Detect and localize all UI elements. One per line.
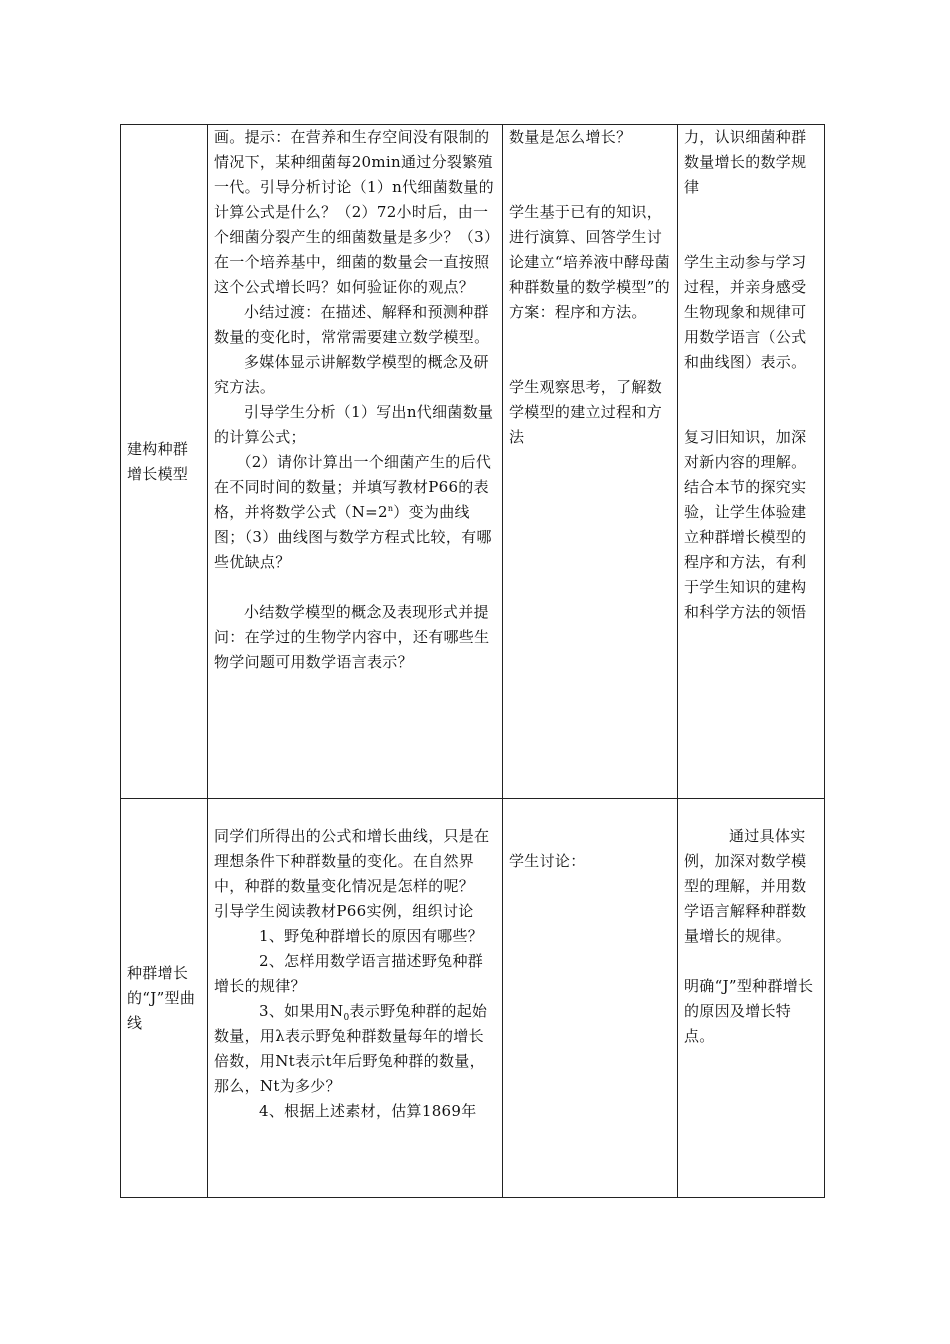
paragraph: 小结过渡：在描述、解释和预测种群数量的变化时，常常需要建立数学模型。 bbox=[214, 303, 490, 346]
student-activity-cell bbox=[503, 799, 678, 1198]
stage-cell bbox=[121, 799, 208, 1198]
superscript: n bbox=[387, 504, 394, 513]
paragraph: 小结数学模型的概念及表现形式并提问：在学过的生物学内容中，还有哪些生物学问题可用数学语言表示？ bbox=[214, 603, 490, 671]
spacer bbox=[509, 325, 671, 375]
teacher-activity-cell bbox=[208, 799, 503, 1198]
paragraph: 学生主动参与学习过程，并亲身感受生物现象和规律可用数学语言（公式和曲线图）表示。 bbox=[684, 253, 807, 371]
paragraph: 通过具体实例，加深对数学模型的理解，并用数学语言解释种群数量增长的规律。 bbox=[684, 827, 807, 945]
teacher-activity-cell bbox=[208, 125, 503, 799]
spacer bbox=[684, 375, 818, 425]
table-row bbox=[121, 125, 825, 799]
design-intent-cell bbox=[678, 799, 825, 1198]
paragraph: 数量是怎么增长？ bbox=[509, 128, 632, 146]
paragraph bbox=[214, 450, 496, 575]
stage-label: 种群增长的“J”型曲线 bbox=[127, 963, 196, 1032]
paragraph: 学生基于已有的知识，进行演算、回答学生讨论建立“培养液中酵母菌种群数量的数学模型”的方案：程序和方法。 bbox=[509, 203, 670, 321]
student-activity-cell bbox=[503, 125, 678, 799]
spacer bbox=[214, 799, 496, 824]
spacer bbox=[684, 799, 818, 824]
text-run: ）变为曲线图；（3）曲线图与数学方程式比较，有哪些优缺点？ bbox=[214, 503, 492, 571]
paragraph: 学生讨论： bbox=[509, 852, 586, 870]
text-run: 表示野兔种群的起始数量，用λ表示野兔种群数量每年的增长倍数，用Nt表示t年后野兔种群的数量，那么，Nt为多少？ bbox=[214, 1002, 488, 1095]
paragraph: 引导学生分析（1）写出n代细菌数量的计算公式； bbox=[214, 403, 494, 446]
subscript: 0 bbox=[343, 1013, 350, 1023]
text-run: 3、如果用N bbox=[259, 1002, 344, 1020]
spacer bbox=[509, 799, 671, 849]
paragraph: 力，认识细菌种群数量增长的数学规律 bbox=[684, 128, 807, 196]
paragraph: 引导学生阅读教材P66实例，组织讨论 bbox=[214, 902, 474, 920]
text-run: （2）请你计算出一个细菌产生的后代在不同时间的数量；并填写教材P66的表格，并将数学公式（N=2 bbox=[214, 453, 492, 521]
paragraph: 4、根据上述素材，估算1869年 bbox=[259, 1102, 477, 1120]
design-intent-cell bbox=[678, 125, 825, 799]
paragraph: 复习旧知识，加深对新内容的理解。 bbox=[684, 428, 807, 471]
paragraph: 结合本节的探究实验，让学生体验建立种群增长模型的程序和方法，有利于学生知识的建构和科学方法的领悟 bbox=[684, 478, 807, 621]
spacer bbox=[684, 200, 818, 250]
spacer bbox=[509, 150, 671, 200]
paragraph: 多媒体显示讲解数学模型的概念及研究方法。 bbox=[214, 353, 489, 396]
spacer bbox=[214, 575, 496, 600]
lesson-plan-table bbox=[120, 124, 825, 1198]
table-row bbox=[121, 799, 825, 1198]
paragraph bbox=[214, 999, 496, 1099]
paragraph: 学生观察思考，了解数学模型的建立过程和方法 bbox=[509, 378, 663, 446]
stage-label: 建构种群增长模型 bbox=[127, 439, 189, 483]
stage-cell bbox=[121, 125, 208, 799]
paragraph: 画。提示：在营养和生存空间没有限制的情况下，某种细菌每20min通过分裂繁殖一代。引导分析讨论（1）n代细菌数量的计算公式是什么？（2）72小时后，由一个细菌分裂产生的细菌数量是多少？（3）在一个培养基中，细菌的数量会一直按照这个公式增长吗？如何验证你的观点？ bbox=[214, 128, 494, 296]
paragraph: 1、野兔种群增长的原因有哪些？ bbox=[259, 927, 484, 945]
paragraph: 2、怎样用数学语言描述野兔种群增长的规律？ bbox=[214, 952, 484, 995]
spacer bbox=[684, 949, 818, 974]
paragraph: 同学们所得出的公式和增长曲线，只是在理想条件下种群数量的变化。在自然界中，种群的数量变化情况是怎样的呢？ bbox=[214, 827, 490, 895]
paragraph: 明确“J”型种群增长的原因及增长特点。 bbox=[684, 977, 814, 1045]
